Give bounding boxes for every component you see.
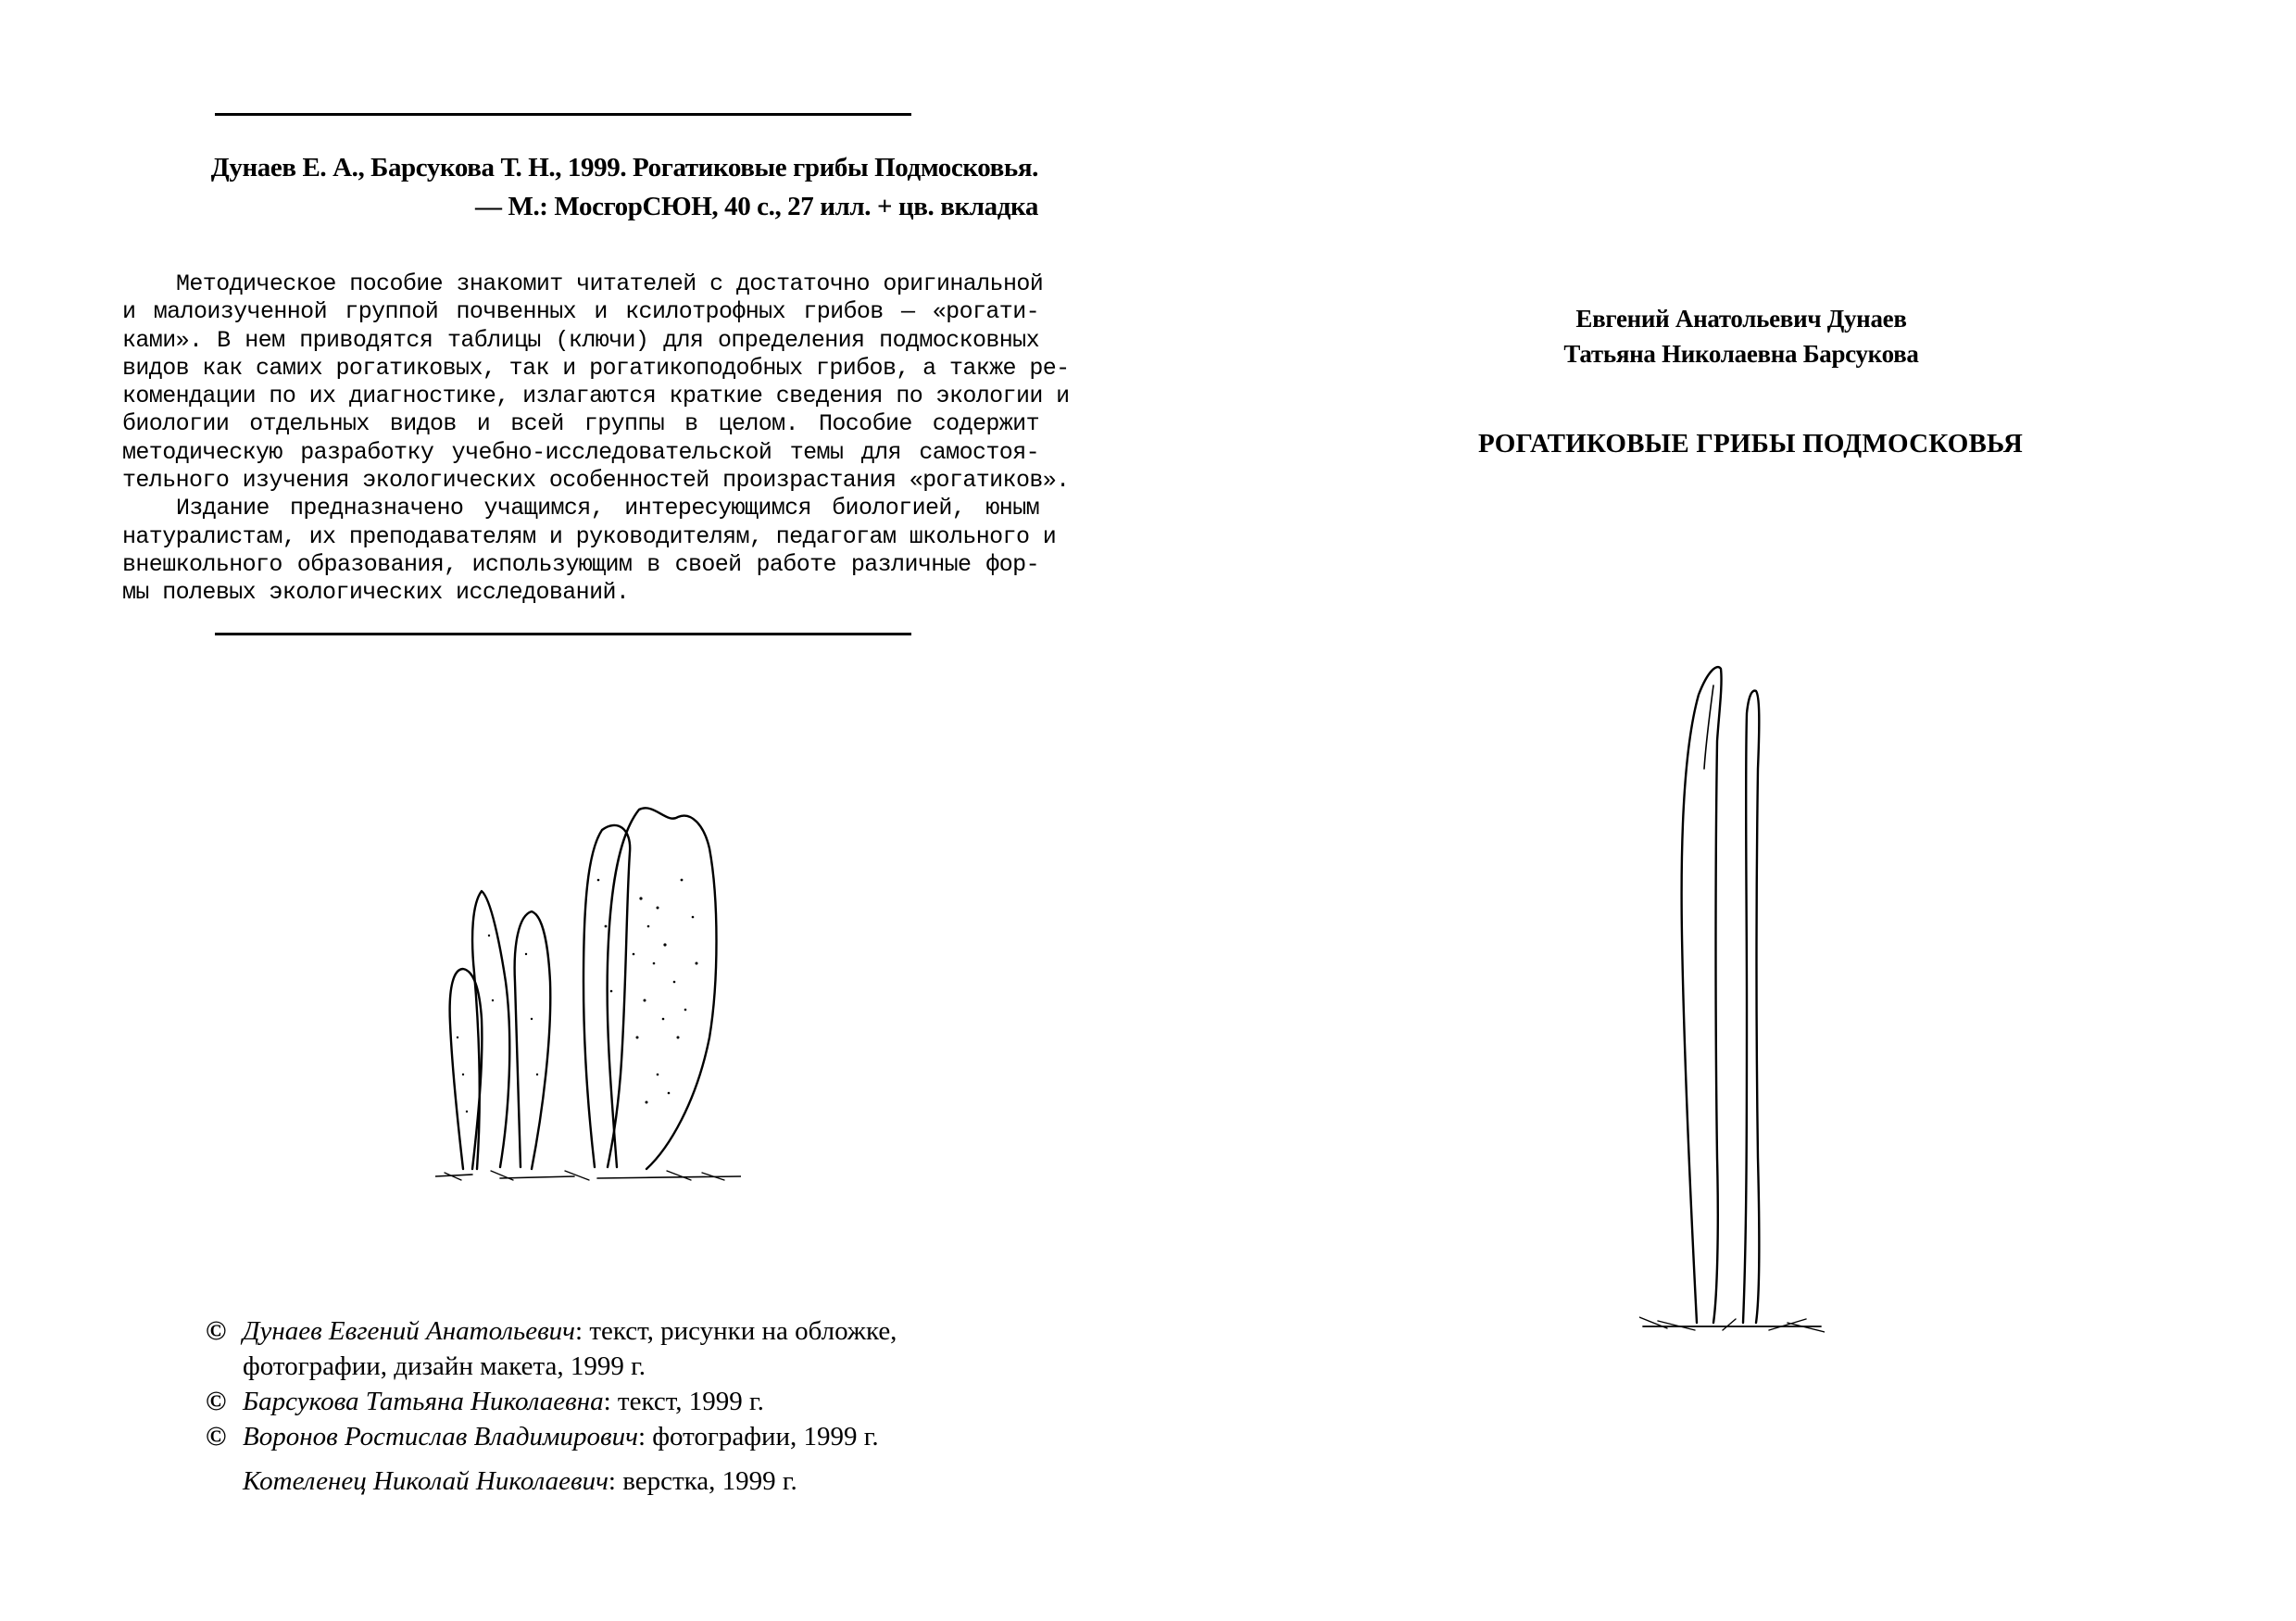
author-name: Татьяна Николаевна Барсукова (1563, 340, 1919, 368)
credit-name: Дунаев Евгений Анатольевич (243, 1316, 576, 1346)
abstract-line: Методическое пособие знакомит читателей с достаточно оригинальной (176, 270, 1044, 297)
copyright-block (206, 1313, 1002, 1499)
credit-text: : фотографии, 1999 г. (637, 1422, 879, 1451)
copyright-symbol: © (206, 1386, 227, 1416)
bibliographic-citation (126, 148, 1038, 226)
abstract-line: ками». В нем приводятся таблицы (ключи) для определения подмосковных (122, 326, 1039, 354)
abstract-line: мы полевых экологических исследований. (122, 579, 630, 607)
layout-credit (206, 1464, 1002, 1499)
abstract-line: тельного изучения экологических особенностей произрастания «рогатиков». (122, 467, 1070, 495)
credit-text-continued: фотографии, дизайн макета, 1999 г. (243, 1351, 646, 1381)
abstract-line: биологии отдельных видов и всей группы в целом. Пособие содержит (122, 410, 1039, 438)
abstract-line: и малоизученной группой почвенных и ксилотрофных грибов — «рогати- (122, 298, 1039, 326)
citation-line-2: — М.: МосгорСЮН, 40 с., 27 илл. + цв. вкладка (475, 192, 1038, 221)
credit-name: Воронов Ростислав Владимирович (243, 1422, 638, 1451)
abstract-line: комендации по их диагностике, излагаются краткие сведения по экологии и (122, 383, 1070, 410)
credit-name: Барсукова Татьяна Николаевна (243, 1387, 604, 1416)
credit-text: : текст, рисунки на обложке, (575, 1316, 897, 1346)
copyright-entry (206, 1384, 1002, 1419)
copyright-entry (206, 1313, 1002, 1384)
citation-line-1: Дунаев Е. А., Барсукова Т. Н., 1999. Рогатиковые грибы Подмосковья. (210, 153, 1038, 182)
abstract-line: видов как самих рогатиковых, так и рогатикоподобных грибов, а также ре- (122, 354, 1070, 382)
copyright-symbol: © (206, 1421, 227, 1451)
authors-block (1463, 301, 2019, 371)
bottom-divider (215, 633, 911, 635)
credit-text: : текст, 1999 г. (603, 1387, 764, 1416)
clavaria-cluster-illustration (435, 797, 741, 1186)
top-divider (215, 113, 911, 116)
book-title: РОГАТИКОВЫЕ ГРИБЫ ПОДМОСКОВЬЯ (1477, 429, 2023, 459)
abstract-line: методическую разработку учебно-исследовательской темы для самостоя- (122, 438, 1039, 466)
abstract-line: натуралистам, их преподавателям и руководителям, педагогам школьного и (122, 522, 1057, 550)
abstract-line: Издание предназначено учащимся, интересующимся биологией, юным (176, 495, 1039, 522)
credit-text: : верстка, 1999 г. (608, 1466, 797, 1496)
abstract-line: внешкольного образования, использующим в своей работе различные фор- (122, 550, 1039, 578)
clavariadelphus-pair-illustration (1639, 658, 1825, 1343)
credit-name: Котеленец Николай Николаевич (243, 1466, 609, 1496)
copyright-symbol: © (206, 1315, 227, 1346)
author-name: Евгений Анатольевич Дунаев (1575, 305, 1907, 333)
abstract (122, 270, 1070, 608)
copyright-entry (206, 1419, 1002, 1454)
